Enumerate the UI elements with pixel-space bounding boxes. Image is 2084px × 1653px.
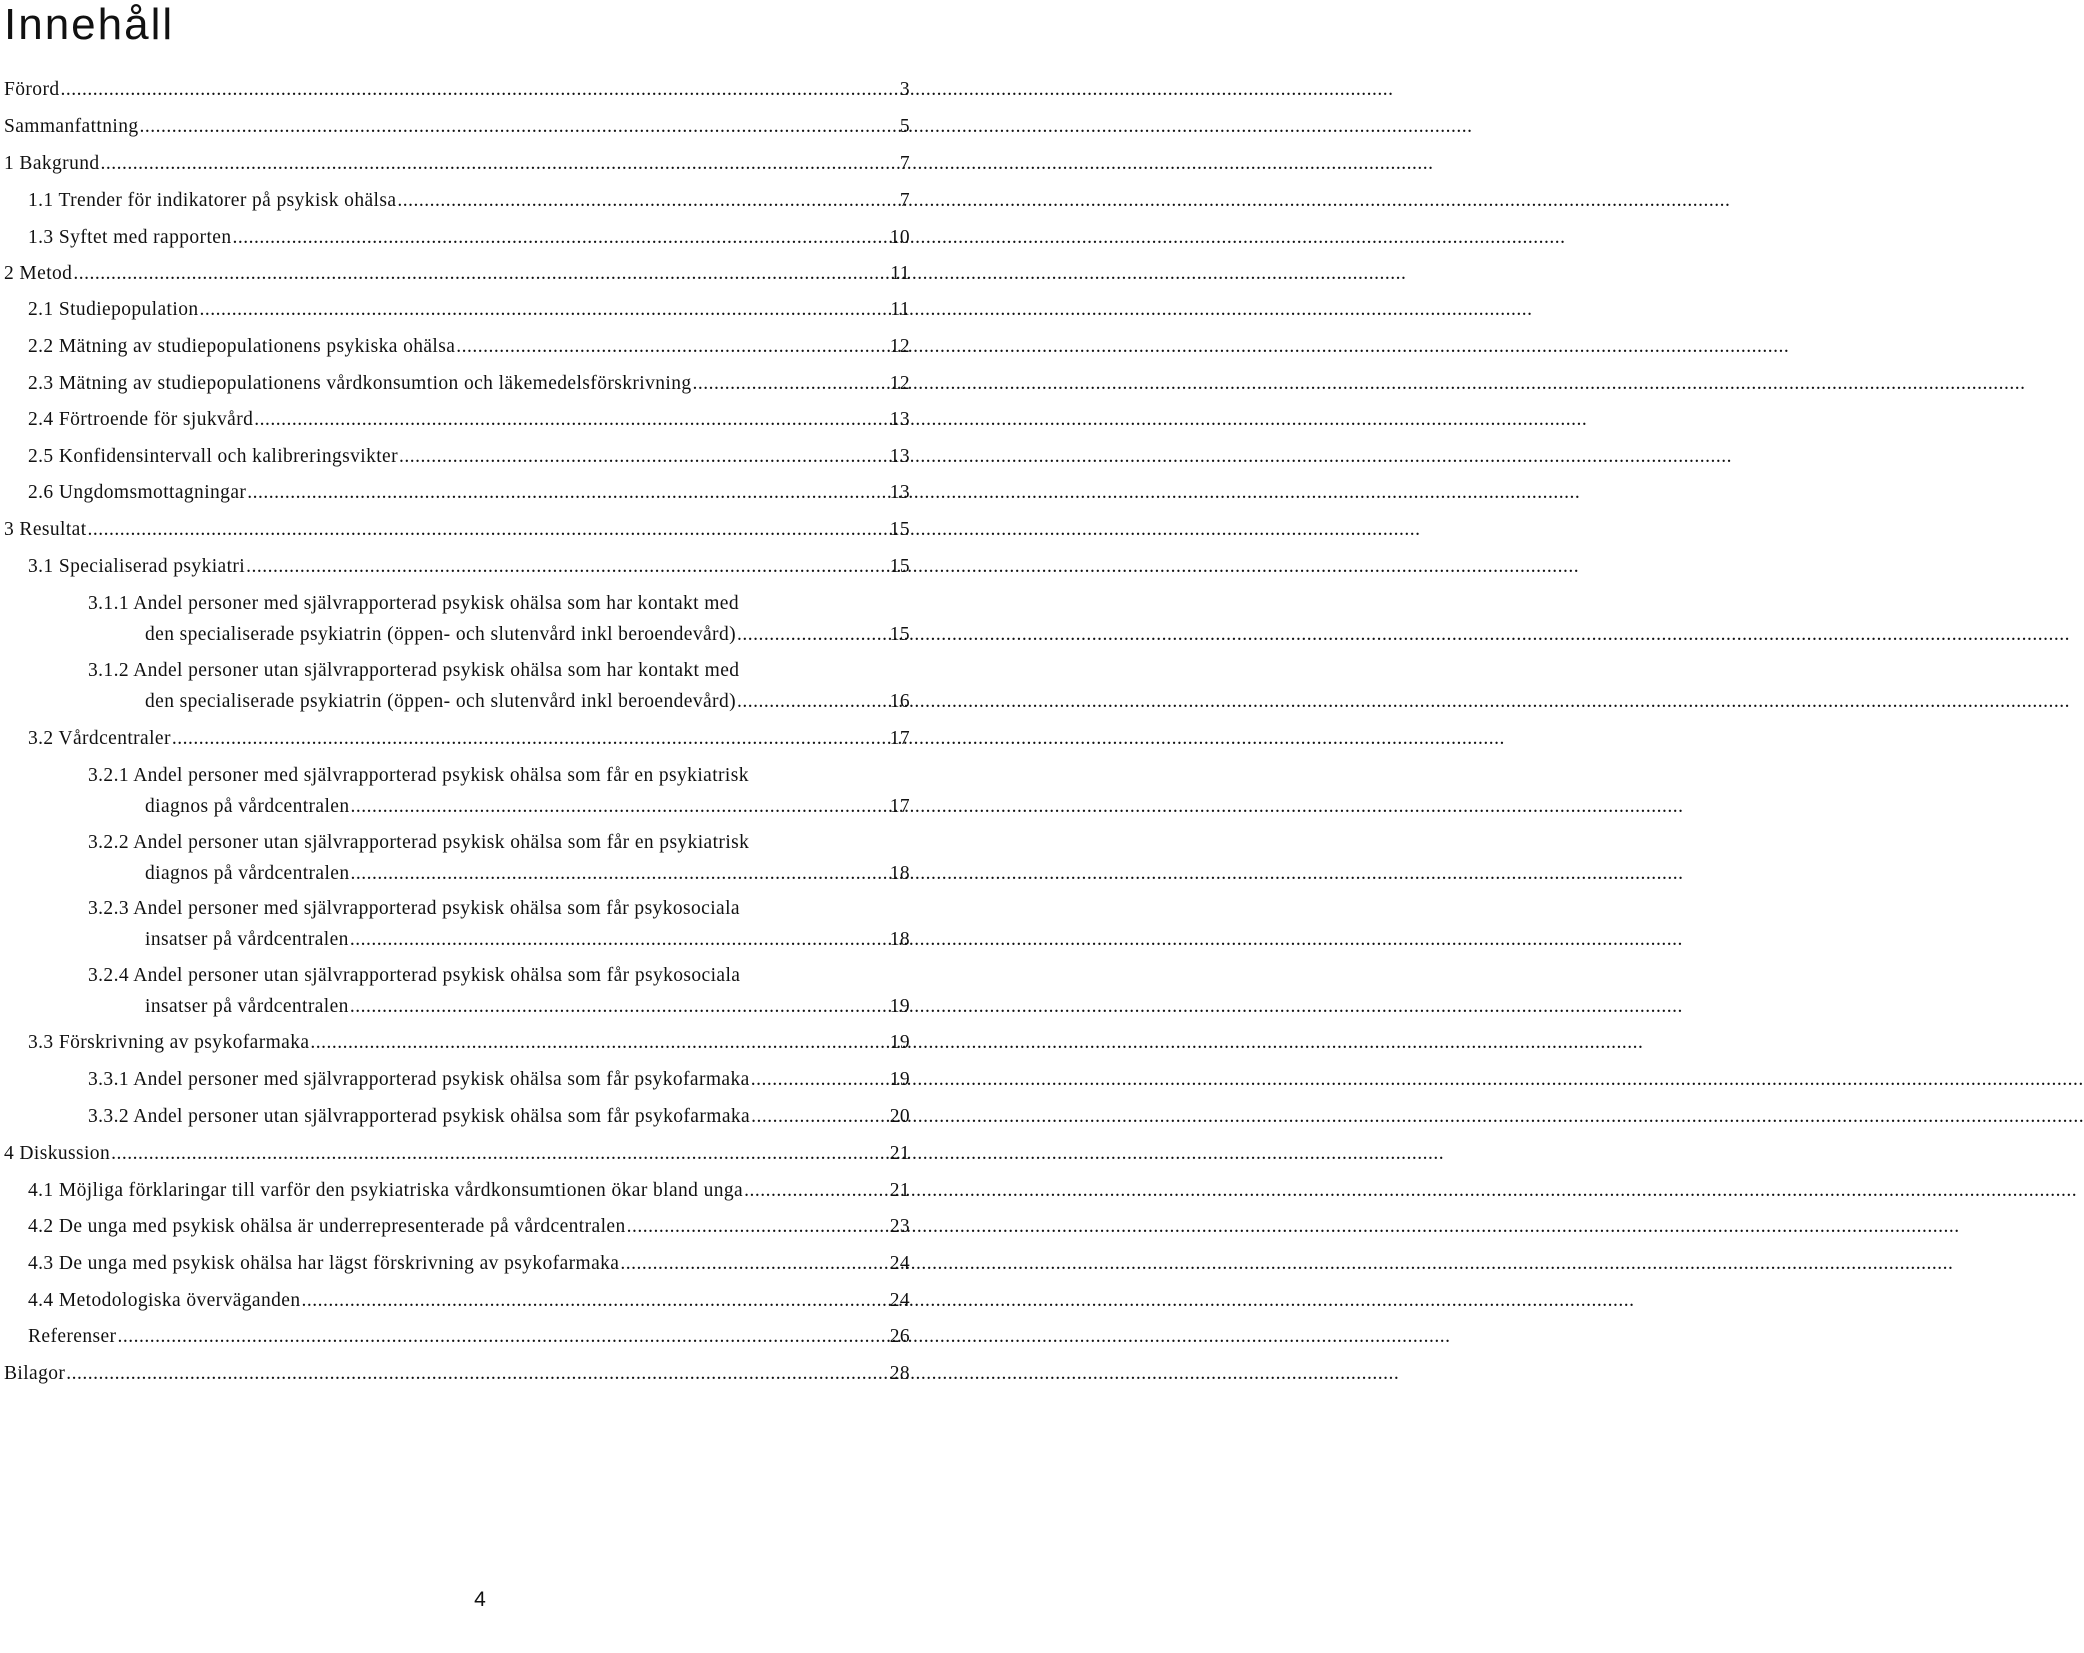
dot-leader [73,262,889,285]
dot-leader [627,1215,889,1238]
toc-page-number: 7 [899,153,910,174]
toc-entry-title: 4.3 De unga med psykisk ohälsa har lägst förskrivning av psykofarmaka [28,1253,620,1274]
toc-page-number: 17 [889,728,910,749]
toc-page-number: 19 [889,1032,910,1053]
toc-entry-title-continued: den specialiserade psykiatrin (öppen- och slutenvård inkl beroendevård) [145,624,736,645]
toc-entry-title: 3.2.2 Andel personer utan självrapporterad psykisk ohälsa som får en psykiatrisk [88,832,750,853]
toc-entry-title: 3.2 Vårdcentraler [28,728,171,749]
dot-leader [310,1031,888,1054]
dot-leader [744,1179,889,1202]
toc-entry-title-continued: insatser på vårdcentralen [145,996,349,1017]
dot-leader [66,1362,888,1385]
dot-leader [200,298,890,321]
toc-entry-title: 4 Diskussion [4,1143,111,1164]
toc-page-number: 20 [889,1106,910,1127]
toc-entry-title: 3.1.2 Andel personer utan självrapporterad psykisk ohälsa som har kontakt med [88,660,740,681]
toc-entry-title: 3.3.2 Andel personer utan självrapporterad psykisk ohälsa som får psykofarmaka [88,1106,751,1127]
toc-entry-title: 4.1 Möjliga förklaringar till varför den psykiatriska vårdkonsumtionen ökar bland unga [28,1180,744,1201]
document-page [0,0,960,1653]
dot-leader [350,928,889,951]
toc-page-number: 15 [889,519,910,540]
toc-entry-title: 2.1 Studiepopulation [28,299,199,320]
toc-page-number: 19 [889,996,910,1017]
toc-page-number: 13 [889,446,910,467]
toc-page-number: 21 [889,1143,910,1164]
dot-leader [751,1068,889,1091]
dot-leader [751,1105,889,1128]
toc-page-number: 18 [889,863,910,884]
dot-leader [350,995,889,1018]
toc-page-number: 23 [889,1216,910,1237]
toc-page-number: 26 [889,1326,910,1347]
toc-page-number: 21 [889,1180,910,1201]
toc-entry-title: 3.1 Specialiserad psykiatri [28,556,246,577]
page-number: 4 [474,1588,486,1611]
dot-leader [693,372,889,395]
dot-leader [737,623,889,646]
toc-entry-title: 1.3 Syftet med rapporten [28,227,232,248]
dot-leader [737,690,889,713]
toc-page-number: 12 [889,336,910,357]
toc-page-number: 10 [889,227,910,248]
dot-leader [254,408,888,431]
toc-entry-title: 3.1.1 Andel personer med självrapporterad psykisk ohälsa som har kontakt med [88,593,740,614]
toc-entry-title: 1 Bakgrund [4,153,100,174]
toc-page-number: 12 [889,373,910,394]
dot-leader [101,152,899,175]
dot-leader [88,518,889,541]
toc-entry-title: 3.2.4 Andel personer utan självrapporterad psykisk ohälsa som får psykosociala [88,965,741,986]
toc-entry-title: 4.2 De unga med psykisk ohälsa är underrepresenterade på vårdcentralen [28,1216,626,1237]
toc-page-number: 7 [899,190,910,211]
dot-leader [60,78,898,101]
toc-entry-title: 2.3 Mätning av studiepopulationens vårdkonsumtion och läkemedelsförskrivning [28,373,692,394]
toc-entry-title: 2 Metod [4,263,73,284]
dot-leader [301,1289,888,1312]
toc-page-number: 16 [889,691,910,712]
dot-leader [117,1325,888,1348]
toc-entry-title-continued: diagnos på vårdcentralen [145,796,350,817]
toc-entry-title: 3 Resultat [4,519,87,540]
toc-entry-title: 3.3.1 Andel personer med självrapporterad psykisk ohälsa som får psykofarmaka [88,1069,750,1090]
dot-leader [140,115,899,138]
toc-page-number: 24 [889,1253,910,1274]
toc-entry-title-continued: diagnos på vårdcentralen [145,863,350,884]
dot-leader [232,226,888,249]
toc-page-number: 19 [889,1069,910,1090]
dot-leader [247,481,888,504]
toc-entry-title: Referenser [28,1326,117,1347]
toc-page-number: 11 [890,263,910,284]
dot-leader [351,862,889,885]
toc-entry-title: 2.2 Mätning av studiepopulationens psykiska ohälsa [28,336,456,357]
dot-leader [246,555,889,578]
toc-page-number: 18 [889,929,910,950]
toc-entry-title: Bilagor [4,1363,66,1384]
toc-entry-title: 4.4 Metodologiska överväganden [28,1290,301,1311]
toc-page-number: 13 [889,482,910,503]
toc-page-number: 13 [889,409,910,430]
dot-leader [456,335,888,358]
toc-entry-title: Förord [4,79,60,100]
toc-page-number: 28 [889,1363,910,1384]
toc-page-number: 15 [889,624,910,645]
toc-page-number: 15 [889,556,910,577]
toc-entry-title: 1.1 Trender för indikatorer på psykisk ohälsa [28,190,397,211]
dot-leader [172,727,889,750]
toc-page-number: 11 [890,299,910,320]
toc-entry-title-continued: insatser på vårdcentralen [145,929,349,950]
dot-leader [351,795,889,818]
toc-entry-title-continued: den specialiserade psykiatrin (öppen- och slutenvård inkl beroendevård) [145,691,736,712]
dot-leader [620,1252,888,1275]
dot-leader [111,1142,889,1165]
toc-entry-title: 3.2.3 Andel personer med självrapporterad psykisk ohälsa som får psykosociala [88,898,740,919]
toc-entry-title: 2.5 Konfidensintervall och kalibreringsvikter [28,446,398,467]
toc-entry-title: 3.3 Förskrivning av psykofarmaka [28,1032,310,1053]
toc-page-number: 5 [899,116,910,137]
toc-page-number: 17 [889,796,910,817]
toc-entry-title: 3.2.1 Andel personer med självrapporterad psykisk ohälsa som får en psykiatrisk [88,765,749,786]
page-title: Innehåll [4,0,175,49]
toc-page-number: 24 [889,1290,910,1311]
dot-leader [399,445,889,468]
dot-leader [397,189,898,212]
toc-entry-title: Sammanfattning [4,116,139,137]
toc-entry-title: 2.4 Förtroende för sjukvård [28,409,254,430]
toc-entry-title: 2.6 Ungdomsmottagningar [28,482,247,503]
toc-page-number: 3 [899,79,910,100]
